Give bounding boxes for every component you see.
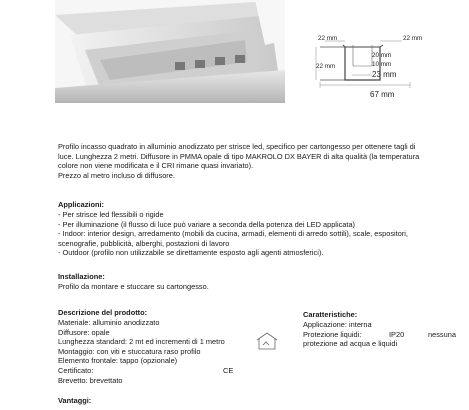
- list-item: Diffusore: opale: [58, 327, 110, 337]
- characteristics-heading: Caratteristiche:: [303, 310, 358, 319]
- dim-left-side: 22 mm: [316, 63, 336, 70]
- list-item: - Per illuminazione (il flusso di luce può variare a seconda della potenza dei LED applicata): [58, 219, 356, 229]
- intro-paragraph: [58, 142, 458, 180]
- description-heading: Descrizione del prodotto:: [58, 308, 148, 317]
- certificate-row: [58, 366, 248, 376]
- applications-list: [58, 210, 463, 258]
- dim-inner-width: 20 mm: [372, 52, 392, 59]
- list-item: - Outdoor (profilo non utilizzabile se direttamente esposto agli agenti atmosferici).: [58, 248, 324, 258]
- list-item: scenografie, pubblicità, alberghi, postazioni di lavoro: [58, 238, 230, 248]
- protection-value: nessuna: [428, 329, 456, 339]
- list-item: Brevetto: brevettato: [58, 375, 123, 385]
- certificate-value: CE: [223, 365, 234, 375]
- application-type: Applicazione: interna: [303, 320, 372, 329]
- dim-right-top: 22 mm: [403, 35, 423, 42]
- dim-inner-height: 10 mm: [372, 61, 392, 68]
- certificate-label: Certificato:: [58, 365, 94, 375]
- intro-line: luce. Lunghezza 2 metri. Diffusore in PMMA opale di tipo MAKROLO DX BAYER di alta qualità (la temperatura: [58, 151, 420, 161]
- protection-row: [303, 330, 463, 340]
- list-item: - Indoor: interior design, arredamento (mobili da cucina, armadi, elementi di arredo sottili), scale, espositori,: [58, 229, 408, 239]
- list-item: - Per strisce led flessibili o rigide: [58, 210, 164, 219]
- list-item: Lunghezza standard: 2 mt ed incrementi di 1 metro: [58, 337, 225, 347]
- dim-channel: 23 mm: [372, 70, 397, 79]
- list-item: Materiale: alluminio anodizzato: [58, 318, 160, 327]
- description-list: [58, 318, 248, 385]
- product-photo: [55, 0, 285, 103]
- dim-total: 67 mm: [370, 90, 395, 99]
- intro-line: Profilo incasso quadrato in alluminio anodizzato per strisce led, specifico per cartongesso per ottenere tagli di: [58, 142, 416, 151]
- protection-label: Protezione liquidi:: [303, 329, 362, 339]
- installation-heading: Installazione:: [58, 272, 105, 281]
- list-item: Elemento frontale: tappo (opzionale): [58, 356, 178, 366]
- dim-left-top: 22 mm: [318, 35, 338, 42]
- protection-code: IP20: [389, 329, 405, 339]
- advantages-heading: Vantaggi:: [58, 396, 92, 405]
- indoor-house-icon: [254, 331, 280, 351]
- applications-heading: Applicazioni:: [58, 200, 104, 209]
- intro-line: Prezzo al metro incluso di diffusore.: [58, 170, 175, 180]
- installation-text: Profilo da montare e stuccare su cartongesso.: [58, 282, 209, 291]
- list-item: Montaggio: con viti e stuccatura raso profilo: [58, 346, 201, 356]
- characteristics-list: [303, 320, 463, 349]
- intro-line: colore non viene modificata e il CRI rimane quasi invariato).: [58, 161, 254, 171]
- protection-line2: protezione ad acqua e liquidi: [303, 339, 398, 349]
